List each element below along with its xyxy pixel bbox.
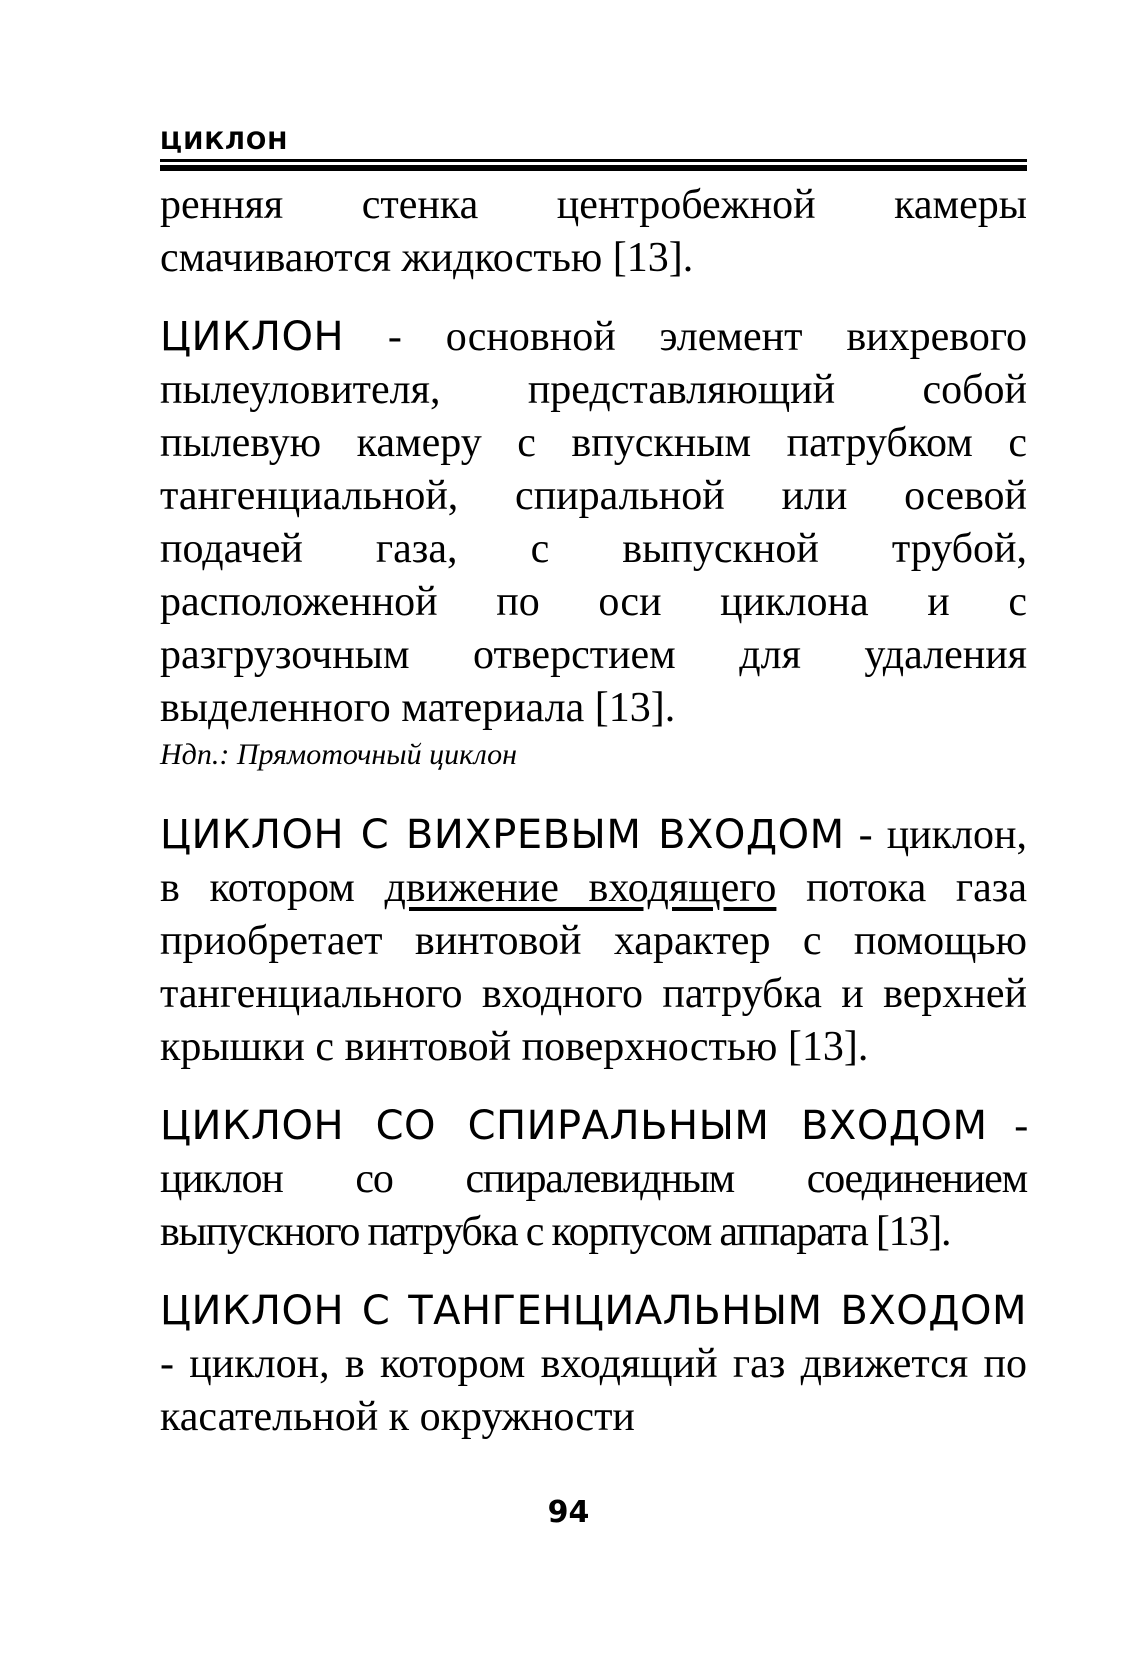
- entry-term: ЦИКЛОН С ТАНГЕНЦИАЛЬНЫМ ВХОДОМ: [160, 1288, 1027, 1334]
- continuation-text: ренняя стенка центробежной камеры смачиваются жидкостью [13].: [160, 182, 1027, 281]
- entry-definition: - циклон со спиралевидным соединением выпускного патрубка с корпусом аппарата [13].: [160, 1103, 1027, 1255]
- entry-definition: - циклон, в котором входящий газ движется по касательной к окружности: [160, 1341, 1027, 1440]
- header-rule-thick: [160, 165, 1027, 171]
- header-rule-thin: [160, 159, 1027, 162]
- running-head: ЦИКЛОН: [160, 127, 289, 155]
- page-number: 94: [547, 1495, 590, 1530]
- entry-definition: - основной элемент вихревого пылеуловителя, представляющий собой пылевую камеру с впускным патрубком с тангенциальной, спиральной или осевой подачей газа, с выпускной трубой, расположенной по оси циклона и с разгрузочным отверстием для удаления выделенного материала [13].: [160, 314, 1027, 731]
- entry-definition-part: - циклон, в котором: [160, 812, 1027, 911]
- entry-definition-underlined: движение входящего: [384, 865, 777, 911]
- entry-term: ЦИКЛОН: [160, 314, 345, 360]
- continuation-paragraph: [160, 179, 1027, 285]
- entry-spiral-inlet: [160, 1100, 1027, 1259]
- entry-term: ЦИКЛОН СО СПИРАЛЬНЫМ ВХОДОМ: [160, 1103, 988, 1149]
- entry-tangential-inlet: [160, 1285, 1027, 1444]
- entry-vortex-inlet: [160, 809, 1027, 1074]
- page-content: [160, 128, 1027, 1444]
- entry-note: Ндп.: Прямоточный циклон: [160, 738, 518, 771]
- entry-definition-part: потока газа приобретает винтовой характер с помощью тангенциального входного патрубка и верхней крышки с винтовой поверхностью [13].: [160, 865, 1027, 1070]
- entry-cyclone: [160, 311, 1027, 735]
- entry-term: ЦИКЛОН С ВИХРЕВЫМ ВХОДОМ: [160, 812, 845, 858]
